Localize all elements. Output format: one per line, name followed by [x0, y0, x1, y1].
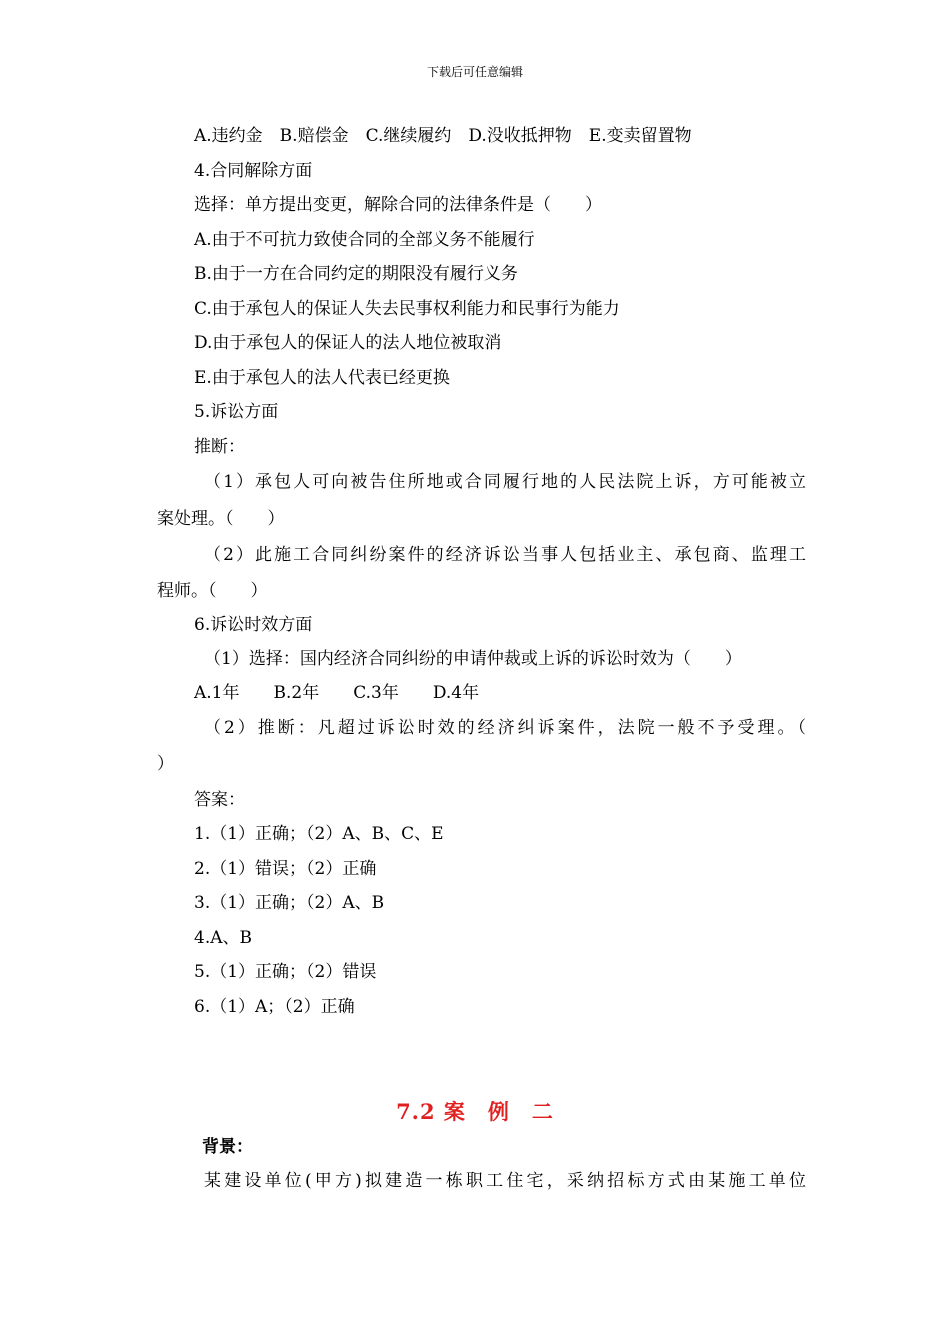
q5-prompt: 推断：	[194, 437, 245, 457]
answers-heading: 答案：	[194, 790, 245, 810]
q4-option-d: D.由于承包人的保证人的法人地位被取消	[194, 333, 502, 353]
q5-item2-line1: （2）此施工合同纠纷案件的经济诉讼当事人包括业主、承包商、监理工	[204, 545, 806, 565]
page-header: 下载后可任意编辑	[426, 65, 523, 79]
q4-option-b: B.由于一方在合同约定的期限没有履行义务	[194, 264, 518, 284]
q4-option-e: E.由于承包人的法人代表已经更换	[194, 368, 450, 388]
q4-option-c: C.由于承包人的保证人失去民事权利能力和民事行为能力	[194, 299, 620, 319]
answer-5: 5.（1）正确；（2）错误	[194, 962, 377, 982]
answer-6: 6.（1）A；（2）正确	[194, 997, 355, 1017]
q4-heading: 4.合同解除方面	[194, 161, 313, 181]
section-title-case2: 7.2 案 例 二	[396, 1099, 554, 1124]
q5-item1-line2: 案处理。（ ）	[157, 509, 285, 529]
answer-4: 4.A、B	[194, 928, 252, 948]
q4-option-a: A.由于不可抗力致使合同的全部义务不能履行	[194, 230, 535, 250]
question3-options: A.违约金 B.赔偿金 C.继续履约 D.没收抵押物 E.变卖留置物	[194, 126, 692, 146]
q6-item2-line2: ）	[157, 754, 174, 774]
answer-2: 2.（1）错误；（2）正确	[194, 859, 377, 879]
q5-heading: 5.诉讼方面	[194, 402, 279, 422]
background-text: 某建设单位(甲方)拟建造一栋职工住宅，采纳招标方式由某施工单位	[204, 1171, 806, 1191]
q6-item1-options: A.1年 B.2年 C.3年 D.4年	[194, 683, 480, 703]
q6-heading: 6.诉讼时效方面	[194, 615, 313, 635]
q5-item2-line2: 程师。（ ）	[157, 581, 268, 601]
q5-item1-line1: （1）承包人可向被告住所地或合同履行地的人民法院上诉，方可能被立	[204, 472, 806, 492]
q6-item1: （1）选择：国内经济合同纠纷的申请仲裁或上诉的诉讼时效为（ ）	[204, 649, 742, 669]
answer-3: 3.（1）正确；（2）A、B	[194, 893, 385, 913]
q6-item2-line1: （2）推断：凡超过诉讼时效的经济纠诉案件，法院一般不予受理。（	[204, 718, 806, 738]
background-label: 背景：	[202, 1137, 253, 1157]
answer-1: 1.（1）正确；（2）A、B、C、E	[194, 824, 444, 844]
q4-prompt: 选择：单方提出变更，解除合同的法律条件是（ ）	[194, 195, 602, 215]
